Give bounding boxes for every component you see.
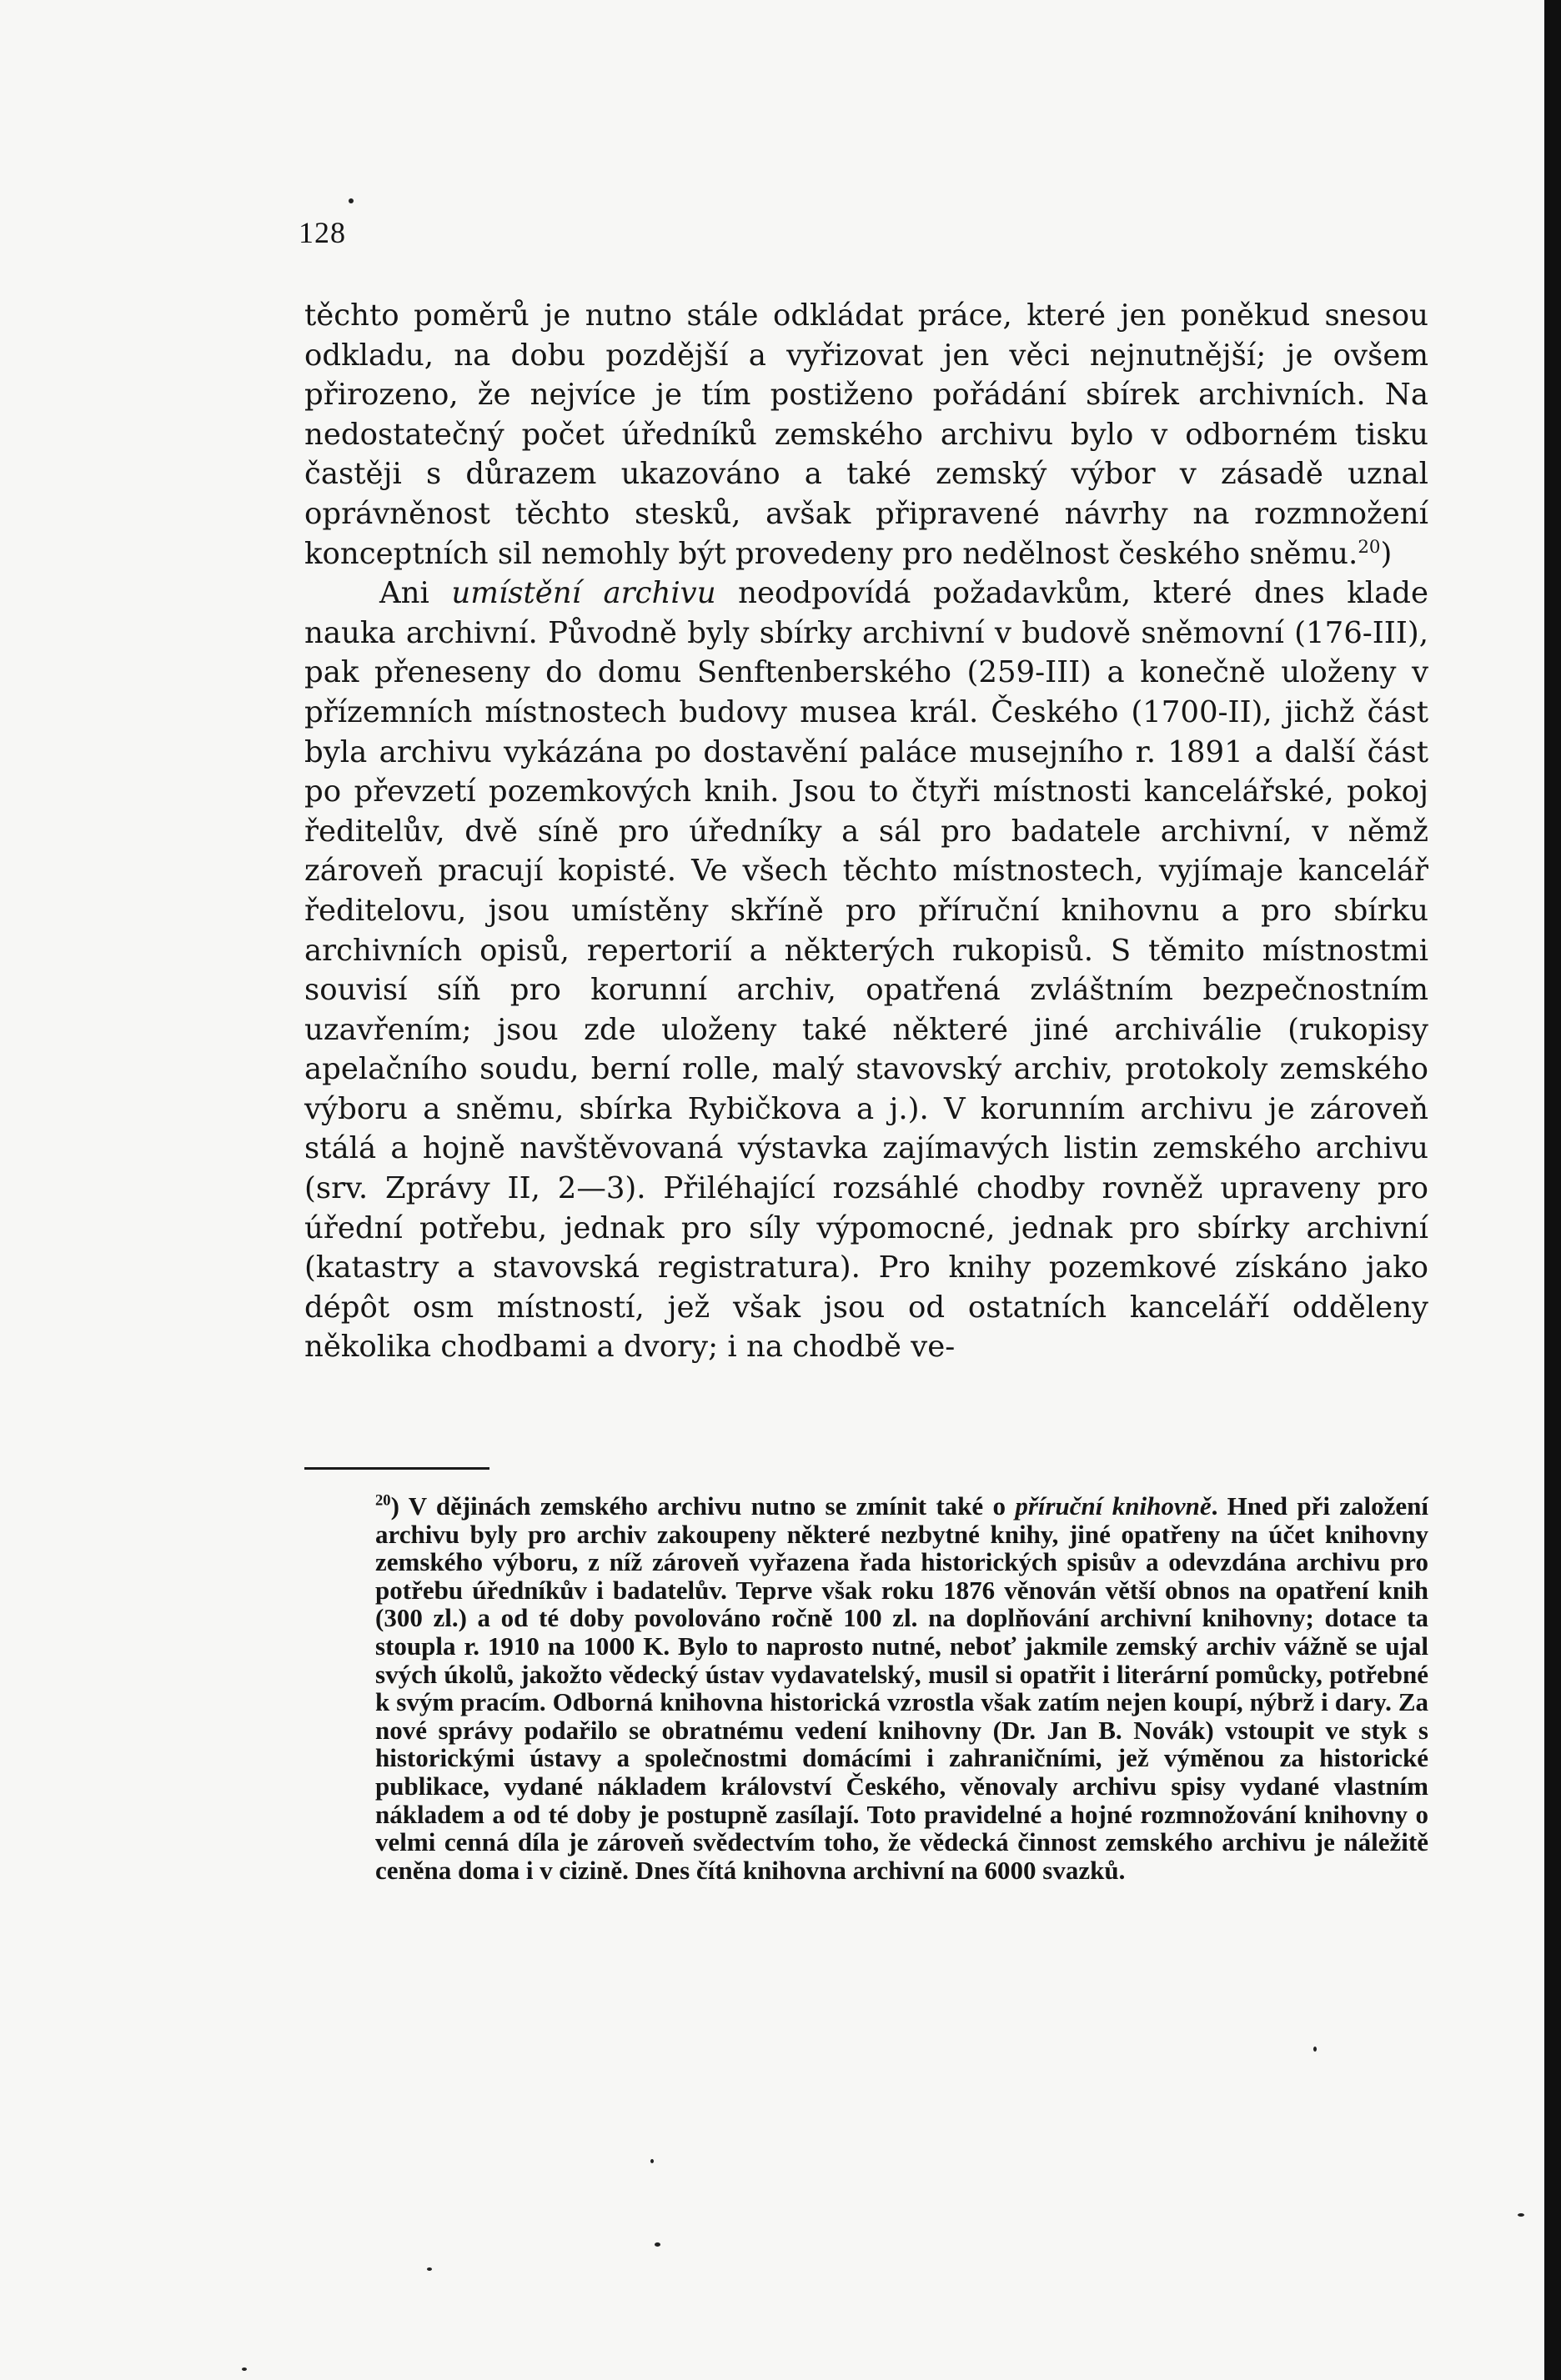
paragraph-2-text: neodpovídá požadavkům, které dnes klade nauka archivní. Původně byly sbírky archivní v budově sněmovní (176-III), pak přeneseny do domu Senftenberského (259-III) a konečně uloženy v přízemních místnostech budovy musea král. Českého (1700-II), jichž část byla archivu vykázána po dostavění paláce musejního r. 1891 a další část po převzetí pozemkových knih. Jsou to čtyři místnosti kancelářské, pokoj ředitelův, dvě síně pro úředníky a sál pro badatele archivní, v němž zároveň pracují kopisté. Ve všech těchto místnostech, vyjímaje kancelář ředitelovu, jsou umístěny skříně pro příruční knihovnu a pro sbírku archivních opisů, repertorií a některých rukopisů. S těmito místnostmi souvisí síň pro korunní archiv, opatřená zvláštním bezpečnostním uzavřením; jsou zde uloženy také některé jiné archiválie (rukopisy apelačního soudu, berní rolle, malý stavovský archiv, protokoly zemského výboru a sněmu, sbírka Rybičkova a j.). V korunním archivu je zároveň stálá a hojně navštěvovaná výstavka zajímavých listin zemského archivu (srv. Zprávy II, 2—3). Přiléhající rozsáhlé chodby rovněž upraveny pro úřední potřebu, jednak pro síly výpomocné, jednak pro sbírky archivní (katastry a stavovská registratura). Pro knihy pozemkové získáno jako dépôt osm místností, jež však jsou od ostatních kanceláří odděleny několika chodbami a dvory; i na chodbě ve-	[304, 576, 1429, 1365]
page-number: 128	[299, 216, 346, 249]
scan-speck	[1518, 2213, 1524, 2217]
footnote-lead-text: V dějinách zemského archivu nutno se zmínit také o	[408, 1491, 1016, 1521]
scan-speck	[1313, 2047, 1317, 2052]
footnote-first-line	[304, 1492, 1428, 1884]
scan-speck	[242, 2367, 247, 2371]
paragraph-2	[304, 574, 1428, 1367]
main-text	[304, 296, 1428, 1367]
footnote-reference: 20	[1358, 536, 1381, 558]
scan-edge	[1544, 0, 1561, 2380]
footnote-reference-paren: )	[1380, 536, 1393, 571]
scan-speck	[349, 198, 354, 203]
footnote-emphasis: příruční knihovně	[1015, 1491, 1212, 1521]
scan-speck	[427, 2267, 432, 2271]
scan-speck	[655, 2242, 660, 2247]
footnote-text: . Hned při založení archivu byly pro archiv zakoupeny některé nezbytné knihy, jiné opatřeny na účet knihovny zemského výboru, z níž zároveň vyřazena řada historických spisův a odevzdána archivu pro potřebu úředníkův i badatelův. Teprve však roku 1876 věnován větší obnos na opatření knih (300 zl.) a od té doby povolováno ročně 100 zl. na doplňování archivní knihovny; dotace ta stoupla r. 1910 na 1000 K. Bylo to naprosto nutné, neboť jakmile zemský archiv vážně se ujal svých úkolů, jakožto vědecký ústav vydavatelský, musil si opatřit i literární pomůcky, potřebné k svým pracím. Odborná knihovna historická vzrostla však zatím nejen koupí, nýbrž i dary. Za nové správy podařilo se obratnému vedení knihovny (Dr. Jan B. Novák) vstoupit ve styk s historickými ústavy a společnostmi domácími i zahraničními, jež výměnou za historické publikace, vydané nákladem království Českého, věnovaly archivu spisy vydané vlastním nákladem a od té doby je postupně zasílají. Toto pravidelné a hojné rozmnožování knihovny o velmi cenná díla je zároveň svědectvím toho, že vědecká činnost zemského archivu je náležitě ceněna doma i v cizině. Dnes čítá knihovna archivní na 6000 svazků.	[375, 1491, 1428, 1885]
footnote	[304, 1492, 1428, 1884]
paragraph-1-text: těchto poměrů je nutno stále odkládat práce, které jen poněkud snesou odkladu, na dobu pozdější a vyřizovat jen věci nejnutnější; je ovšem přirozeno, že nejvíce je tím postiženo pořádání sbírek archivních. Na nedostatečný počet úředníků zemského archivu bylo v odborném tisku častěji s důrazem ukazováno a také zemský výbor v zásadě uznal oprávněnost těchto stesků, avšak připravené návrhy na rozmnožení konceptních sil nemohly být provedeny pro nedělnost českého sněmu.	[304, 298, 1428, 571]
scan-speck	[650, 2159, 654, 2163]
paragraph-1	[304, 296, 1428, 574]
paragraph-2-start: Ani	[379, 576, 452, 611]
footnote-marker-paren: )	[390, 1491, 409, 1521]
footnote-marker: 20	[375, 1491, 391, 1510]
footnote-separator	[304, 1467, 489, 1470]
paragraph-2-emphasis: umístění archivu	[451, 576, 716, 611]
